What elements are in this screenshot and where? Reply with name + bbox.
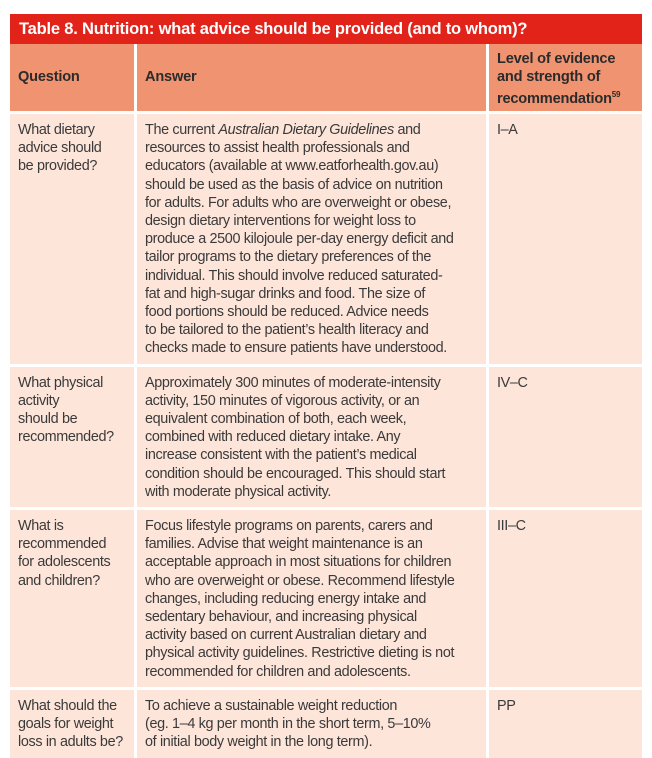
- table-row: [10, 111, 642, 364]
- answer-line: educators (available at www.eatforhealth.gov.au): [145, 158, 439, 175]
- answer-cell: [137, 367, 489, 507]
- answer-line: (eg. 1–4 kg per month in the short term, 5–10%: [145, 716, 431, 733]
- guideline-title: Australian Dietary Guidelines: [218, 122, 394, 138]
- level-cell: III–C: [489, 510, 642, 687]
- answer-line: of initial body weight in the long term).: [145, 734, 373, 751]
- level-cell: PP: [489, 690, 642, 758]
- answer-line: equivalent combination of both, each week,: [145, 411, 407, 428]
- table-row: [10, 364, 642, 507]
- header-question: Question: [10, 44, 137, 111]
- answer-line: for adults. For adults who are overweight or obese,: [145, 194, 452, 211]
- reference-superscript: 59: [611, 90, 621, 100]
- question-line: be provided?: [18, 158, 98, 175]
- header-level-text: recommendation: [497, 91, 612, 108]
- header-level-line: and strength of: [497, 69, 601, 86]
- answer-line: Focus lifestyle programs on parents, carers and: [145, 518, 433, 535]
- question-line: What should the: [18, 697, 117, 714]
- question-line: advice should: [18, 140, 102, 157]
- table-row: [10, 687, 642, 758]
- answer-line: acceptable approach in most situations for children: [145, 554, 452, 571]
- answer-line: to be tailored to the patient’s health literacy and: [145, 322, 429, 339]
- table-body: [10, 111, 642, 758]
- table-title: Table 8. Nutrition: what advice should be provided (and to whom)?: [10, 14, 642, 44]
- question-line: What is: [18, 518, 64, 535]
- question-cell: [10, 367, 137, 507]
- answer-line: fat and high-sugar drinks and food. The size of: [145, 285, 426, 302]
- table-header-row: [10, 44, 642, 111]
- answer-line: checks made to ensure patients have understood.: [145, 340, 447, 357]
- answer-line: tailor programs to the dietary preferences of the: [145, 249, 432, 266]
- question-cell: [10, 114, 137, 364]
- question-line: should be: [18, 411, 78, 428]
- header-answer: Answer: [137, 44, 489, 111]
- answer-cell: [137, 510, 489, 687]
- answer-line: To achieve a sustainable weight reduction: [145, 697, 398, 714]
- answer-text: The current: [145, 122, 219, 138]
- level-cell: I–A: [489, 114, 642, 364]
- answer-line: should be used as the basis of advice on nutrition: [145, 176, 443, 193]
- answer-cell: [137, 114, 489, 364]
- table-row: [10, 507, 642, 687]
- answer-line: with moderate physical activity.: [145, 483, 332, 500]
- answer-line: families. Advise that weight maintenance is an: [145, 536, 423, 553]
- answer-line: sedentary behaviour, and increasing physical: [145, 609, 417, 626]
- question-line: and children?: [18, 572, 100, 589]
- answer-line: recommended for children and adolescents.: [145, 663, 411, 680]
- answer-line: [145, 121, 478, 139]
- question-line: recommended?: [18, 429, 114, 446]
- question-line: for adolescents: [18, 554, 111, 571]
- answer-line: design dietary interventions for weight loss to: [145, 213, 416, 230]
- answer-line: combined with reduced dietary intake. Any: [145, 429, 401, 446]
- answer-line: produce a 2500 kilojoule per-day energy deficit and: [145, 231, 454, 248]
- answer-line: food portions should be reduced. Advice needs: [145, 304, 429, 321]
- nutrition-table: [10, 14, 642, 758]
- answer-line: individual. This should involve reduced saturated-: [145, 267, 443, 284]
- question-cell: [10, 510, 137, 687]
- answer-line: physical activity guidelines. Restrictive dieting is not: [145, 645, 455, 662]
- answer-line: resources to assist health professionals and: [145, 140, 410, 157]
- answer-line: increase consistent with the patient’s medical: [145, 447, 417, 464]
- answer-line: condition should be encouraged. This should start: [145, 465, 446, 482]
- question-line: loss in adults be?: [18, 734, 123, 751]
- question-line: recommended: [18, 536, 107, 553]
- answer-line: changes, including reducing energy intake and: [145, 590, 427, 607]
- header-level-line: [497, 86, 620, 108]
- answer-text: and: [393, 122, 421, 138]
- question-line: What physical: [18, 374, 104, 391]
- question-line: What dietary: [18, 122, 95, 138]
- answer-line: activity, 150 minutes of vigorous activity, or an: [145, 392, 420, 409]
- answer-line: activity based on current Australian dietary and: [145, 627, 427, 644]
- question-cell: [10, 690, 137, 758]
- answer-line: who are overweight or obese. Recommend lifestyle: [145, 572, 455, 589]
- header-level-line: Level of evidence: [497, 51, 616, 67]
- question-line: goals for weight: [18, 716, 114, 733]
- question-line: activity: [18, 392, 60, 409]
- answer-cell: [137, 690, 489, 758]
- level-cell: IV–C: [489, 367, 642, 507]
- answer-line: Approximately 300 minutes of moderate-intensity: [145, 374, 441, 391]
- header-level: [489, 44, 642, 111]
